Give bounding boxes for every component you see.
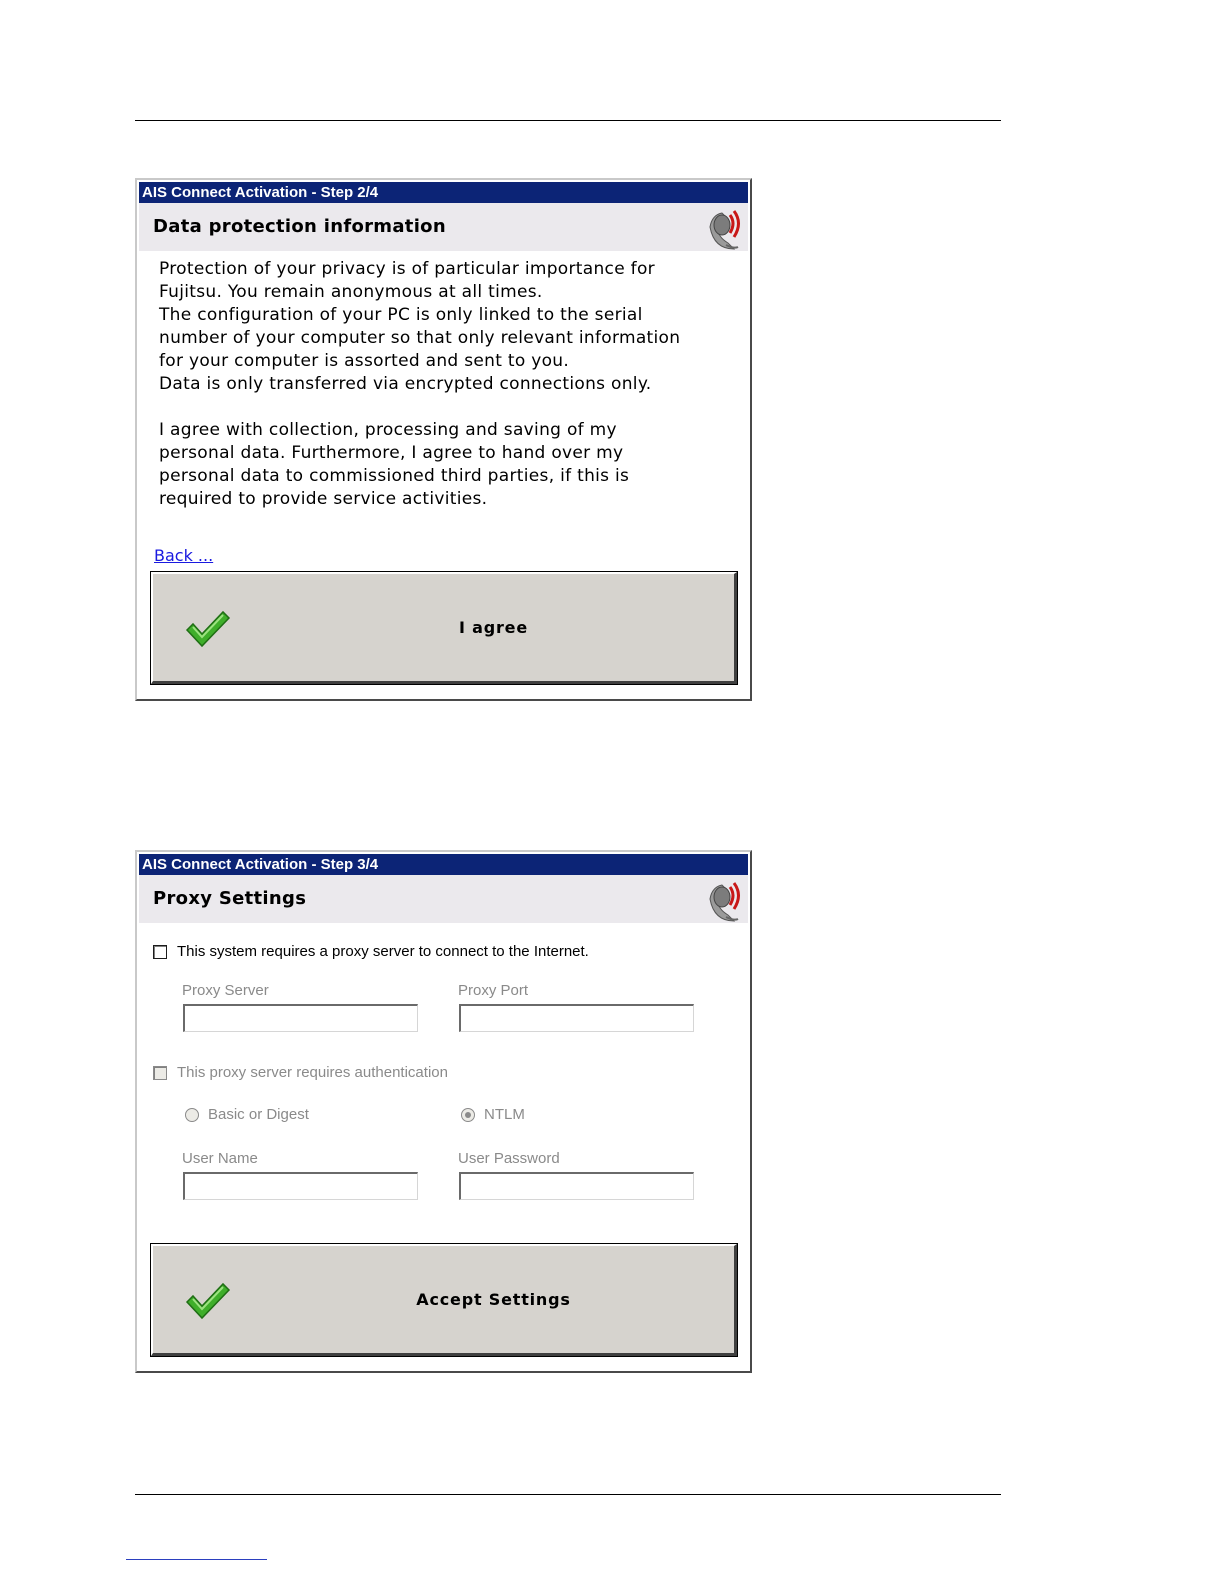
text-line: for your computer is assorted and sent to you. [159, 351, 570, 371]
text-line: personal data. Furthermore, I agree to hand over my [159, 443, 624, 463]
accept-settings-button[interactable] [151, 1244, 737, 1356]
activation-step2-window [135, 178, 752, 701]
header-title: Data protection information [153, 216, 446, 237]
speaker-icon [704, 205, 744, 251]
proxy-port-label: Proxy Port [458, 982, 529, 999]
text-line: Protection of your privacy is of particular importance for [159, 259, 655, 279]
proxy-required-label: This system requires a proxy server to connect to the Internet. [177, 943, 589, 960]
text-line: required to provide service activities. [159, 489, 488, 509]
proxy-auth-label: This proxy server requires authentication [177, 1064, 448, 1081]
text-line: number of your computer so that only relevant information [159, 328, 681, 348]
proxy-required-checkbox[interactable] [153, 945, 167, 959]
text-line: Fujitsu. You remain anonymous at all times. [159, 282, 543, 302]
dialog-header [139, 203, 748, 251]
ntlm-radio[interactable] [461, 1108, 475, 1122]
ntlm-label: NTLM [484, 1106, 525, 1123]
window-title: AIS Connect Activation - Step 2/4 [139, 182, 748, 203]
proxy-port-input[interactable] [459, 1004, 694, 1032]
proxy-server-input[interactable] [183, 1004, 418, 1032]
user-name-input[interactable] [183, 1172, 418, 1200]
back-link[interactable]: Back ... [154, 546, 214, 565]
dialog-header [139, 875, 748, 923]
text-line: personal data to commissioned third parties, if this is [159, 466, 630, 486]
agree-button-label: I agree [459, 618, 528, 637]
header-rule [135, 120, 1001, 121]
user-password-input[interactable] [459, 1172, 694, 1200]
user-name-label: User Name [182, 1150, 258, 1167]
user-password-label: User Password [458, 1150, 560, 1167]
proxy-server-label: Proxy Server [182, 982, 269, 999]
speaker-icon [704, 877, 744, 923]
window-title: AIS Connect Activation - Step 3/4 [139, 854, 748, 875]
header-title: Proxy Settings [153, 888, 307, 909]
footer-link-underline [126, 1559, 267, 1560]
text-line: The configuration of your PC is only linked to the serial [159, 305, 643, 325]
privacy-text [159, 258, 739, 511]
text-line: Data is only transferred via encrypted connections only. [159, 374, 652, 394]
accept-settings-label: Accept Settings [416, 1290, 571, 1309]
basic-digest-label: Basic or Digest [208, 1106, 309, 1123]
proxy-auth-checkbox[interactable] [153, 1066, 167, 1080]
basic-digest-radio[interactable] [185, 1108, 199, 1122]
text-line: I agree with collection, processing and saving of my [159, 420, 617, 440]
footer-rule [135, 1494, 1001, 1495]
activation-step3-window [135, 850, 752, 1373]
agree-button[interactable] [151, 572, 737, 684]
